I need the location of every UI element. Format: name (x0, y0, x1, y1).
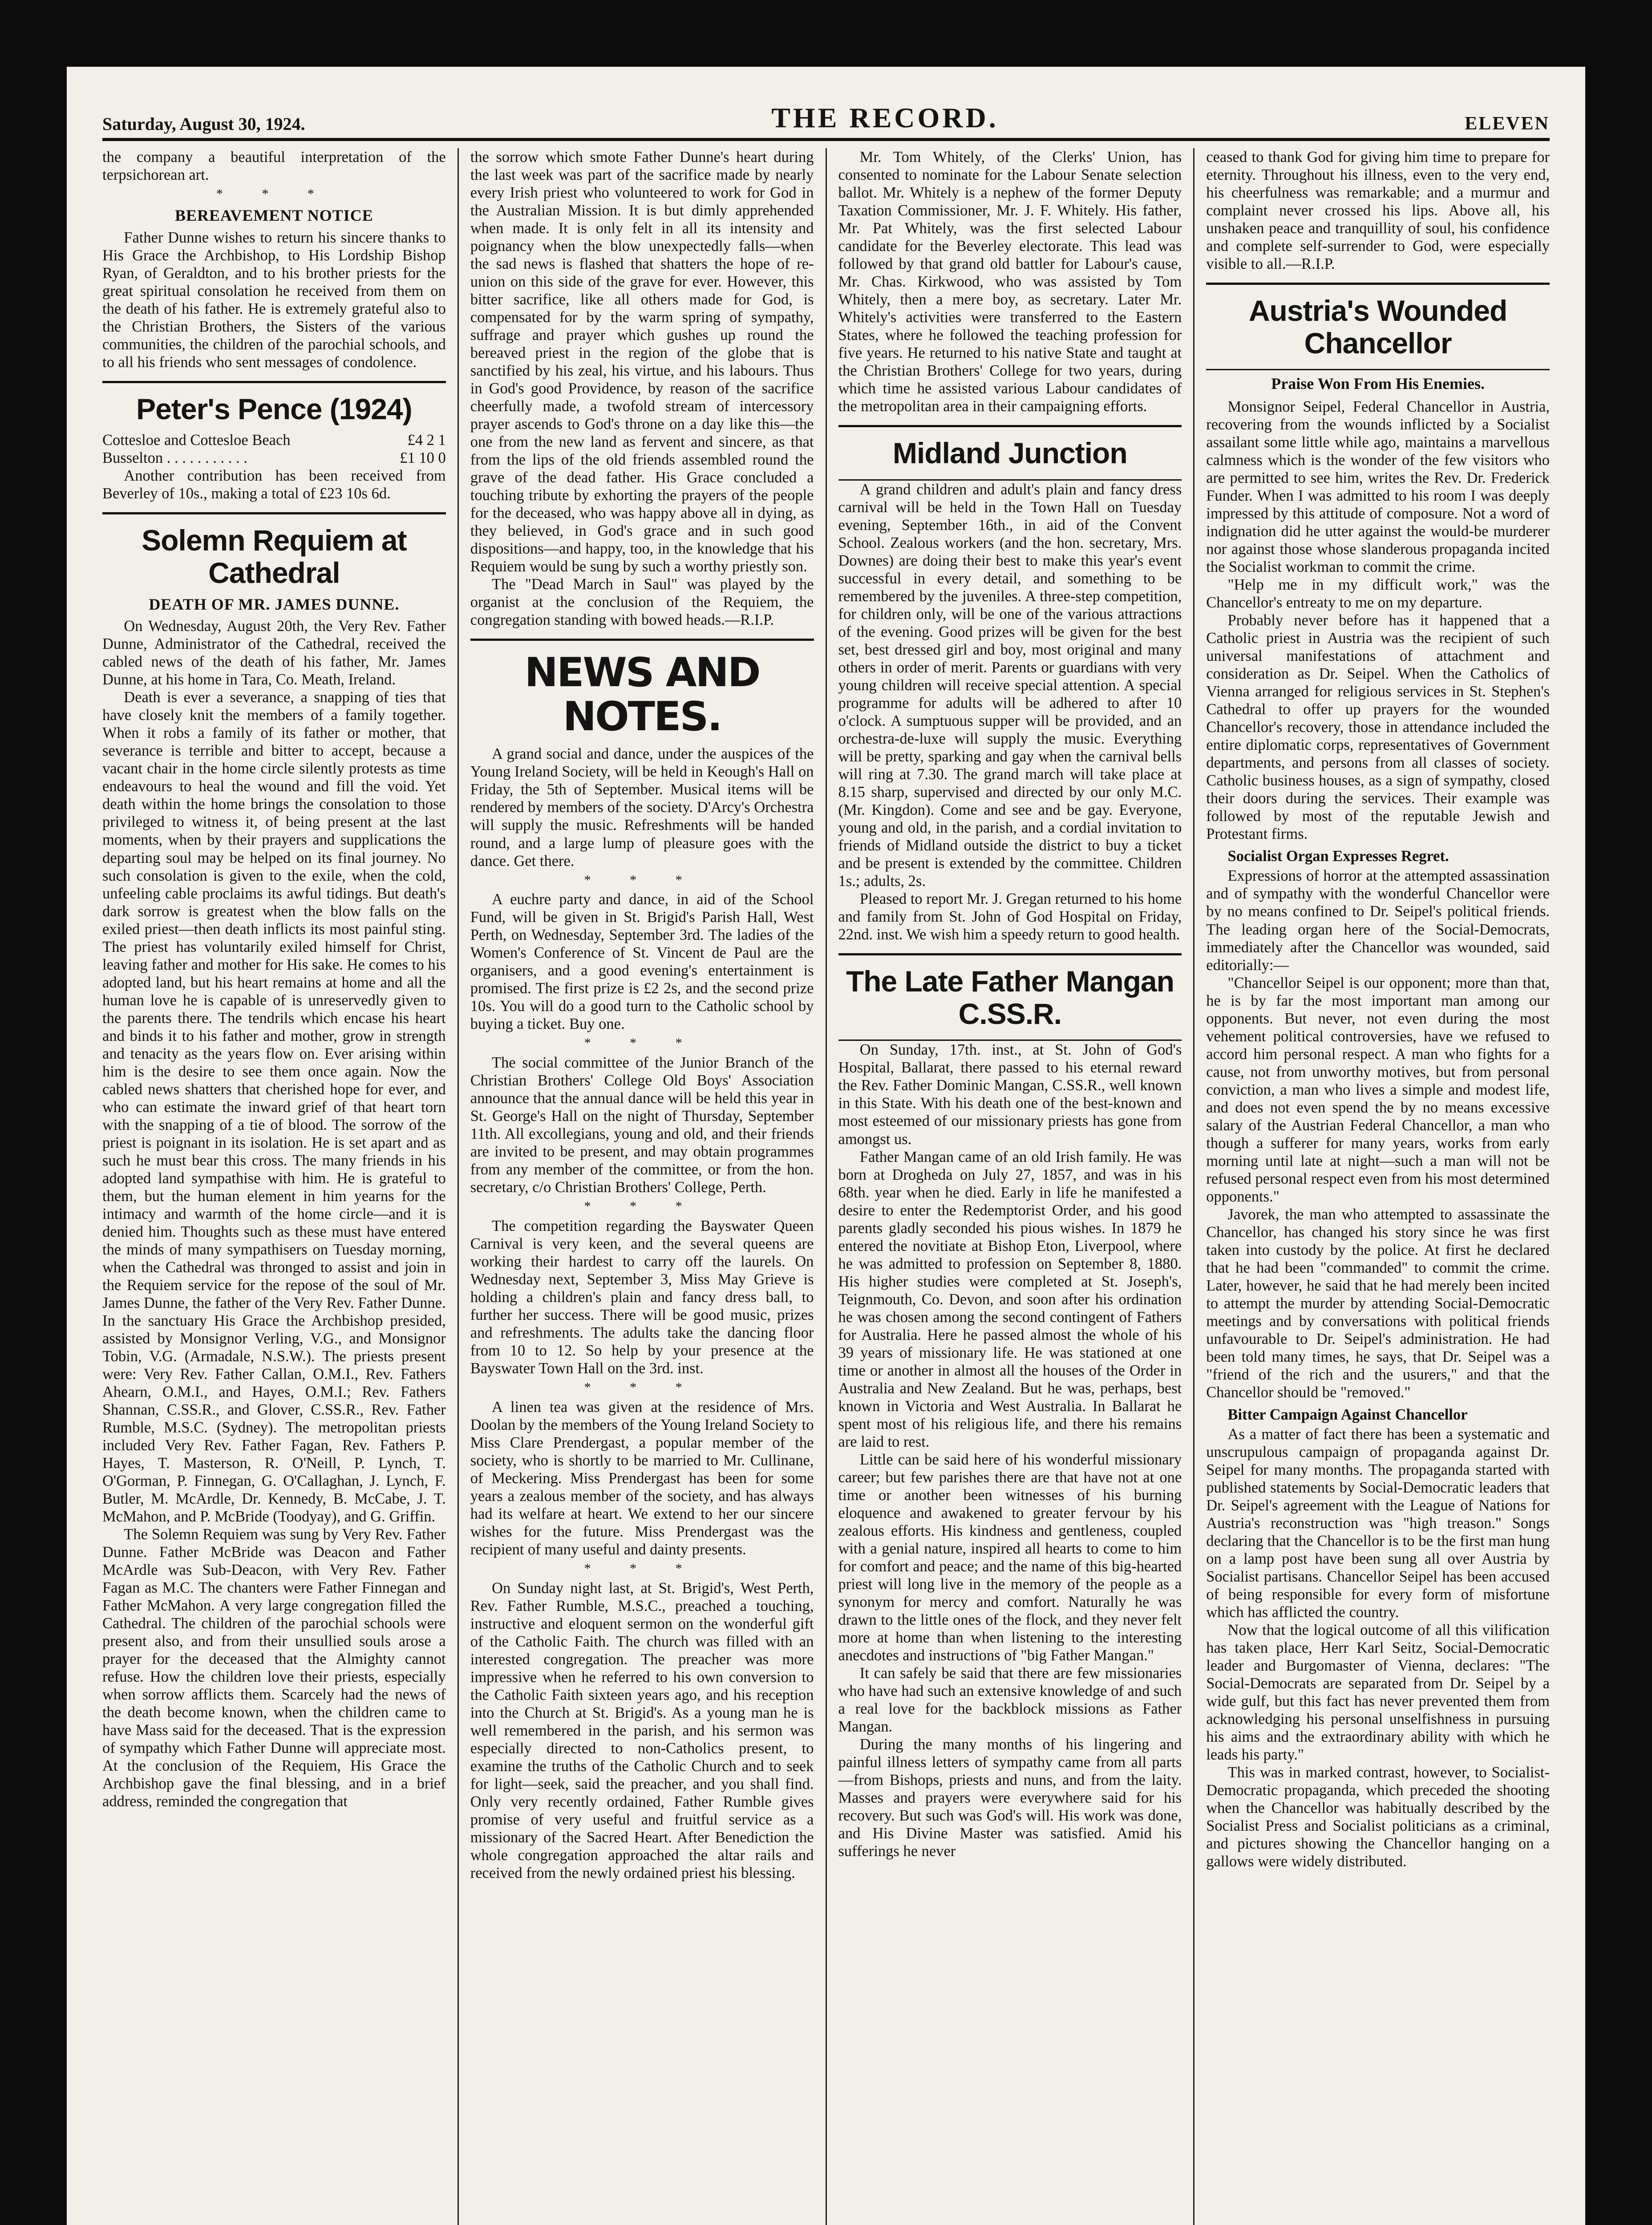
article-text: Father Dunne wishes to return his sincere thanks to His Grace the Archbishop, to His Lordship Bishop Ryan, of Geraldton, and to his brother priests for the great spiritual consolation he received from them on the death of his father. He is extremely grateful also to the Christian Brothers, the Sisters of the various communities, the children of the parochial schools, and to all his friends who sent messages of condolence. (102, 229, 446, 371)
news-item: On Sunday night last, at St. Brigid's, West Perth, Rev. Father Rumble, M.S.C., preached a touching, instructive and eloquent sermon on the wonderful gift of the Catholic Faith. The church was filled with an interested congregation. The preacher was more impressive when he referred to his own conversion to the Catholic Faith sixteen years ago, and his reception into the Church at St. Brigid's. As a young man he is well remembered in the parish, and his sermon was especially directed to non-Catholics present, to examine the truths of the Catholic Church and to seek for light—seek, said the preacher, and you shall find. Only very recently ordained, Father Rumble gives promise of very useful and fruitful service as a missionary of the Sacred Heart. After Benediction the whole congregation approached the altar rails and received from the newly ordained priest his blessing. (470, 1580, 814, 1882)
headline-solemn-requiem: Solemn Requiem at Cathedral (142, 524, 407, 589)
article-text: The "Dead March in Saul" was played by the organist at the conclusion of the Requiem, the congregation standing with bowed heads.—R.I.P. (470, 576, 814, 629)
article-text: the company a beautiful interpretation of the terpsichorean art. (102, 149, 446, 184)
article-text: As a matter of fact there has been a systematic and unscrupulous campaign of propaganda against Dr. Seipel for many months. The propaganda started with published statements by Social-Democratic leaders that Dr. Seipel's agreement with the League of Nations for Austria's reconstruction was "high treason." Songs declaring that the Chancellor is to be the first man hung on a lamp post have been sung all over Austria by Socialist partisans. Chancellor Seipel has been accused of being responsible for every form of misfortune which has afflicted the country. (1206, 1425, 1550, 1621)
article-text: On Wednesday, August 20th, the Very Rev. Father Dunne, Administrator of the Cathedral, received the cabled news of the death of his father, Mr. James Dunne, at his home in Tara, Co. Meath, Ireland. (102, 618, 446, 688)
article-text: Another contribution has been received from Beverley of 10s., making a total of £23 10s 6d. (102, 467, 446, 502)
subheadline-socialist-organ: Socialist Organ Expresses Regret. (1227, 848, 1449, 865)
masthead (102, 93, 1550, 141)
news-item: A linen tea was given at the residence of Mrs. Doolan by the members of the Young Ireland Society to Miss Clare Prendergast, a popular member of the society, who is shortly to be married to Mr. Cullinane, of Meckering. Miss Prendergast has been for some years a zealous member of the society, and has always had its welfare at heart. We extend to her our sincere wishes for the future. Miss Prendergast was the recipient of many useful and dainty presents. (470, 1399, 814, 1558)
pence-row-label: Cottesloe and Cottesloe Beach (102, 432, 291, 449)
columns (102, 148, 1550, 2225)
newspaper-page (67, 67, 1585, 2225)
headline-austria-chancellor: Austria's Wounded Chancellor (1248, 294, 1507, 360)
article-text: Now that the logical outcome of all this vilification has taken place, Herr Karl Seitz, Social-Democratic leader and Burgomaster of Vienna, declares: "The Social-Democrats are separated from Dr. Seipel by a wide gulf, but this fact has never prevented them from acknowledging his personal unselfishness in pursuing his aims and the extraordinary ability with which he leads his party." (1206, 1622, 1550, 1764)
headline-news-and-notes: NEWS AND NOTES. (524, 649, 760, 740)
news-item: A grand social and dance, under the auspices of the Young Ireland Society, will be held in Keough's Hall on Friday, the 5th of September. Musical items will be rendered by members of the society. D'Arcy's Orchestra will supply the music. Refreshments will be handed round, and a large lump of pleasure goes with the dance. Get there. (470, 745, 814, 870)
pence-row-value: £1 10 0 (400, 449, 446, 467)
article-text: Father Mangan came of an old Irish family. He was born at Drogheda on July 27, 1857, and was in his 68th. year when he died. Early in life he manifested a desire to enter the Redemptorist Order, and his good parents gladly seconded his pious wishes. In 1879 he entered the novitiate at Bishop Eton, Liverpool, where he was admitted to profession on September 8, 1880. His higher studies were completed at St. Joseph's, Teignmouth, Co. Devon, and soon after his ordination he was chosen among the second contingent of Fathers for Australia. Here he passed almost the whole of his 39 years of missionary life. He was stationed at one time or another in almost all the houses of the Order in Australia and New Zealand. But he was, perhaps, best known in Victoria and West Australia. In Ballarat he spent most of his religious life, and there his remains are laid to rest. (838, 1148, 1182, 1450)
column-3 (826, 148, 1194, 2225)
separator-ornament: * * * (216, 186, 332, 202)
pence-row (102, 449, 446, 467)
article-text: Javorek, the man who attempted to assassinate the Chancellor, has changed his story since he was first taken into custody by the police. At first he declared that he had been "commanded" to commit the crime. Later, however, he said that he had merely been incited to attempt the murder by attending Social-Democratic meetings and by conversations with political friends unfavourable to Dr. Seipel's administration. He had been told many times, he says, that Dr. Seipel was a "friend of the rich and the usurers," and that the Chancellor should be "removed." (1206, 1206, 1550, 1401)
headline-midland-junction: Midland Junction (893, 437, 1127, 470)
article-text: Death is ever a severance, a snapping of ties that have closely knit the members of a family together. When it robs a family of its father or mother, that severance is terrible and bitter to accept, because a vacant chair in the home circle silently protests as time endeavours to heal the wound and fill the void. Yet death within the home brings the consolation to those privileged to witness it, of being present at the last moments, when by their prayers and supplications the departing soul may be helped on its final journey. No such consolation is given to the exile, when the cold, unfeeling cable proclaims its awful tidings. But death's dark sorrow is greatest when the blow falls on the exiled priest—then death inflicts its most painful sting. The priest has voluntarily exiled himself for Christ, leaving father and mother for His sake. He comes to his adopted land, but his heart remains at home and all the human love he is capable of is unreservedly given to the parents there. The tendrils which encase his heart and binds it to his father and mother, grow in strength and tenacity as the years flow on. Ever arising within him is the desire to see them once again. Now the cabled news shatters that cherished hope for ever, and who can estimate the inward grief of that heart torn with the snapping of a tie of blood. The sorrow of the priest is poignant in its isolation. He is set apart and as such he must bear this cross. The many friends in his adopted land sympathise with him. He is grateful to them, but the human element in him yearns for the intimacy and warmth of the home circle—and it is denied him. Thoughts such as these must have entered the minds of many sympathisers on Tuesday morning, when the Cathedral was thronged to assist and join in the Requiem service for the repose of the soul of Mr. James Dunne, the father of the Very Rev. Father Dunne. In the sanctuary His Grace the Archbishop presided, assisted by Monsignor Verling, V.G., and Monsignor Tobin, V.G. (Armadale, N.S.W.). The priests present were: Very Rev. Father Callan, O.M.I., Rev. Fathers Ahearn, O.M.I., and Hayes, O.M.I.; Rev. Fathers Shannan, C.SS.R., and Glover, C.SS.R., Rev. Father Rumble, M.S.C. (Sydney). The metropolitan priests included Very Rev. Father Fagan, Rev. Fathers P. Hayes, T. Masterson, R. O'Neill, P. Lynch, T. O'Gorman, P. Finnegan, G. O'Callaghan, J. Lynch, F. Butler, M. McArdle, Dr. Kennedy, B. McCabe, J. T. McMahon, and P. McBride (Toodyay), and G. Griffin. (102, 689, 446, 1525)
article-text: Little can be said here of his wonderful missionary career; but few parishes there are that have not at one time or another been witnesses of his burning eloquence and awakened to greater fervour by his zealous efforts. His kindness and gentleness, coupled with a genial nature, inspired all hearts to come to him for comfort and peace; and the name of this big-hearted priest will long live in the memory of the people as a synonym for mercy and comfort. Naturally he was drawn to the little ones of the flock, and they never felt more at home than when listening to the interesting anecdotes and instructions of "big Father Mangan." (838, 1451, 1182, 1664)
column-rule (102, 512, 446, 514)
pence-row-value: £4 2 1 (407, 432, 446, 449)
paper-name: THE RECORD. (771, 102, 999, 134)
separator-ornament: * * * (584, 1380, 700, 1395)
article-text: This was in marked contrast, however, to Socialist-Democratic propaganda, which preceded the shooting when the Chancellor was habitually described by the Socialist Press and Socialist politicians as a criminal, and pictures showing the Chancellor hanging on a gallows were widely distributed. (1206, 1764, 1550, 1870)
headline-peters-pence: Peter's Pence (1924) (136, 392, 412, 425)
separator-ornament: * * * (584, 1561, 700, 1576)
article-text: Expressions of horror at the attempted assassination and of sympathy with the wonderful Chancellor were by no means confined to Dr. Seipel's political friends. The leading organ here of the Social-Democrats, immediately after the Chancellor was wounded, said editorially:— (1206, 867, 1550, 974)
article-text: A grand children and adult's plain and fancy dress carnival will be held in the Town Hall on Tuesday evening, September 16th., in aid of the Convent School. Zealous workers (and the hon. secretary, Mrs. Downes) are doing their best to make this year's event successful in every detail, and something to be remembered by the juveniles. A three-step competition, for children only, will be one of the various attractions of the evening. Good prizes will be given for the best set, best dressed girl and boy, most original and many others in order of merit. Parents or guardians with very young children will receive special attention. A special programme for adults will be adhered to after 10 o'clock. A sumptuous supper will be provided, and an orchestra-de-luxe will supply the music. Everything will be pretty, sparking and gay when the carnival bells will ring at 7.30. The grand march will take place at 8.15 sharp, supervised and directed by our only M.C. (Mr. Kingdon). Come and see and be gay. Everyone, young and old, in the parish, and a cordial invitation to friends of Midland outside the district to buy a ticket and be present is extended by the committee. Children 1s.; adults, 2s. (838, 481, 1182, 890)
article-text: During the many months of his lingering and painful illness letters of sympathy came from all parts—from Bishops, priests and nuns, and from the laity. Masses and prayers were everywhere said for his recovery. But such was God's will. His work was done, and His Divine Master was satisfied. Amid his sufferings he never (838, 1736, 1182, 1860)
news-item: The competition regarding the Bayswater Queen Carnival is very keen, and the several queens are working their hardest to carry off the laurels. On Wednesday next, September 3, Miss May Grieve is holding a children's plain and fancy dress ball, to further her success. There will be good music, prizes and refreshments. The adults take the dancing floor from 10 to 12. So help by your presence at the Bayswater Town Hall on the 3rd. inst. (470, 1218, 814, 1377)
column-4 (1193, 148, 1550, 2225)
article-text: It can safely be said that there are few missionaries who have had such an extensive knowledge of and such a real love for the backblock missions as Father Mangan. (838, 1664, 1182, 1736)
subheadline-praise: Praise Won From His Enemies. (1271, 375, 1485, 393)
column-rule (1206, 283, 1550, 285)
page-number: ELEVEN (1465, 113, 1550, 134)
article-text: "Help me in my difficult work," was the Chancellor's entreaty to me on my departure. (1206, 576, 1550, 611)
headline-bereavement: BEREAVEMENT NOTICE (174, 206, 373, 224)
news-item: The social committee of the Junior Branch of the Christian Brothers' College Old Boys' Association announce that the annual dance will be held this year in St. George's Hall on the night of Thursday, September 11th. All excollegians, young and old, and their friends are invited to be present, and may obtain programmes from any member of the committee, or from the hon. secretary, c/o Christian Brothers' College, Perth. (470, 1054, 814, 1196)
article-text: the sorrow which smote Father Dunne's heart during the last week was part of the sacrifice made by nearly every Irish priest who volunteered to work for God in the Australian Mission. It is but dimly apprehended when made. It is only felt in all its intensity and poignancy when the blow unexpectedly falls—when the sad news is flashed that shatters the hope of re-union on this side of the grave for ever. However, this bitter sacrifice, like all others made for God, is compensated for by the warm spring of sympathy, suffrage and prayer which gushes up round the bereaved priest in the region of the globe that is sanctified by his zeal, his virtue, and his labours. Thus in God's good Providence, by reason of the sacrifice cheerfully made, a twofold stream of intercessory prayer ascends to God's throne on a day like this—the one from the new land as fervent and sincere, as that from the lips of the old friends assembled round the grave of the dead father. His Grace concluded a touching tribute by exhorting the prayers of the people for the deceased, who was happy above all in dying, as they believed, in God's grace and in such good dispositions—and happy, too, in the knowledge that his Requiem would be sung by such a worthy priestly son. (470, 149, 814, 575)
column-1 (102, 148, 458, 2225)
column-rule (838, 953, 1182, 955)
news-item: A euchre party and dance, in aid of the School Fund, will be given in St. Brigid's Parish Hall, West Perth, on Wednesday, September 3rd. The ladies of the Women's Conference of St. Vincent de Paul are the organisers, and a good evening's entertainment is promised. The first prize is £2 2s, and the second prize 10s. You will do a good turn to the Catholic school by buying a ticket. Buy one. (470, 891, 814, 1033)
article-text: The Solemn Requiem was sung by Very Rev. Father Dunne. Father McBride was Deacon and Father McArdle was Sub-Deacon, with Very Rev. Father Fagan as M.C. The chanters were Father Finnegan and Father McMahon. A very large congregation filled the Cathedral. The children of the parochial schools were present also, and from their unsullied souls arose a prayer for the deceased that the Almighty cannot refuse. How the children love their priests, especially when sorrow afflicts them. Scarcely had the news of the death become known, when the children came to have Mass said for the deceased. That is the expression of sympathy which Father Dunne will appreciate most. At the conclusion of the Requiem, His Grace the Archbishop gave the final blessing, and in a brief address, reminded the congregation that (102, 1526, 446, 1810)
separator-ornament: * * * (584, 872, 700, 887)
subheadline-death: DEATH OF MR. JAMES DUNNE. (149, 595, 400, 613)
issue-date: Saturday, August 30, 1924. (102, 114, 305, 134)
article-text: Probably never before has it happened that a Catholic priest in Austria was the recipient of such universal manifestations of attachment and consideration as Dr. Seipel. When the Catholics of Vienna arranged for religious services in St. Stephen's Cathedral to offer up prayers for the wounded Chancellor's recovery, those in attendance included the entire diplomatic corps, representatives of Government departments, and persons from all classes of society. Catholic business houses, as a sign of sympathy, closed their doors during the services. Their example was followed by most of the reputable Jewish and Protestant firms. (1206, 612, 1550, 843)
column-2 (458, 148, 826, 2225)
pence-row (102, 431, 446, 449)
separator-ornament: * * * (584, 1036, 700, 1051)
pence-row-label: Busselton . . . . . . . . . . . (102, 449, 247, 467)
article-text: Pleased to report Mr. J. Gregan returned to his home and family from St. John of God Hospital on Friday, 22nd. inst. We wish him a speedy return to good health. (838, 890, 1182, 943)
article-text: "Chancellor Seipel is our opponent; more than that, he is by far the most important man among our opponents. But never, not even during the most vehement political controversies, have we refused to accord him personal respect. A man who fights for a cause, not from unworthy motives, but from personal conviction, a man who lives a simple and modest life, and does not even spend the by no means excessive salary of the Austrian Federal Chancellor, a man who though a sufferer for many years, works from early morning until late at night—such a man will not be refused personal respect even from his most determined opponents." (1206, 974, 1550, 1205)
separator-ornament: * * * (584, 1199, 700, 1214)
column-rule (102, 381, 446, 383)
column-rule (838, 425, 1182, 427)
article-text: Monsignor Seipel, Federal Chancellor in Austria, recovering from the wounds inflicted by a Socialist assailant some little while ago, maintains a marvellous calmness which is the wonder of the few visitors who are permitted to see him, writes the Rev. Dr. Frederick Funder. When I was admitted to his room I was deeply impressed by this attitude of composure. Not a word of indignation did he utter against the would-be murderer nor against those whose slanderous propaganda incited the Socialist workman to commit the crime. (1206, 398, 1550, 576)
article-text: Mr. Tom Whitely, of the Clerks' Union, has consented to nominate for the Labour Senate selection ballot. Mr. Whitely is a nephew of the former Deputy Taxation Commissioner, Mr. J. F. Whitely. His father, Mr. Pat Whitely, was the first selected Labour candidate for the Beverley electorate. This lead was followed by that grand old battler for Labour's cause, Mr. Chas. Kirkwood, who was assisted by Tom Whitely, then a mere boy, as secretary. Later Mr. Whitely's activities were transferred to the Eastern States, where he followed the teaching profession for five years. He returned to his native State and taught at the Christian Brothers' College for two years, during which time he assisted various Labour candidates of the metropolitan area in their campaigning efforts. (838, 149, 1182, 415)
article-text: ceased to thank God for giving him time to prepare for eternity. Throughout his illness, even to the very end, his cheerfulness was remarkable; and a murmur and complaint never crossed his lips. Above all, his unshaken peace and tranquillity of soul, his confidence and complete self-surrender to God, were especially visible to all.—R.I.P. (1206, 149, 1550, 273)
subheadline-bitter-campaign: Bitter Campaign Against Chancellor (1227, 1406, 1468, 1423)
column-rule (470, 639, 814, 641)
article-text: On Sunday, 17th. inst., at St. John of God's Hospital, Ballarat, there passed to his eternal reward the Rev. Father Dominic Mangan, C.SS.R., well known in this State. With his death one of the best-known and most esteemed of our missionary priests has gone from amongst us. (838, 1041, 1182, 1148)
headline-father-mangan: The Late Father Mangan C.SS.R. (846, 965, 1174, 1030)
column-rule (1206, 369, 1550, 370)
